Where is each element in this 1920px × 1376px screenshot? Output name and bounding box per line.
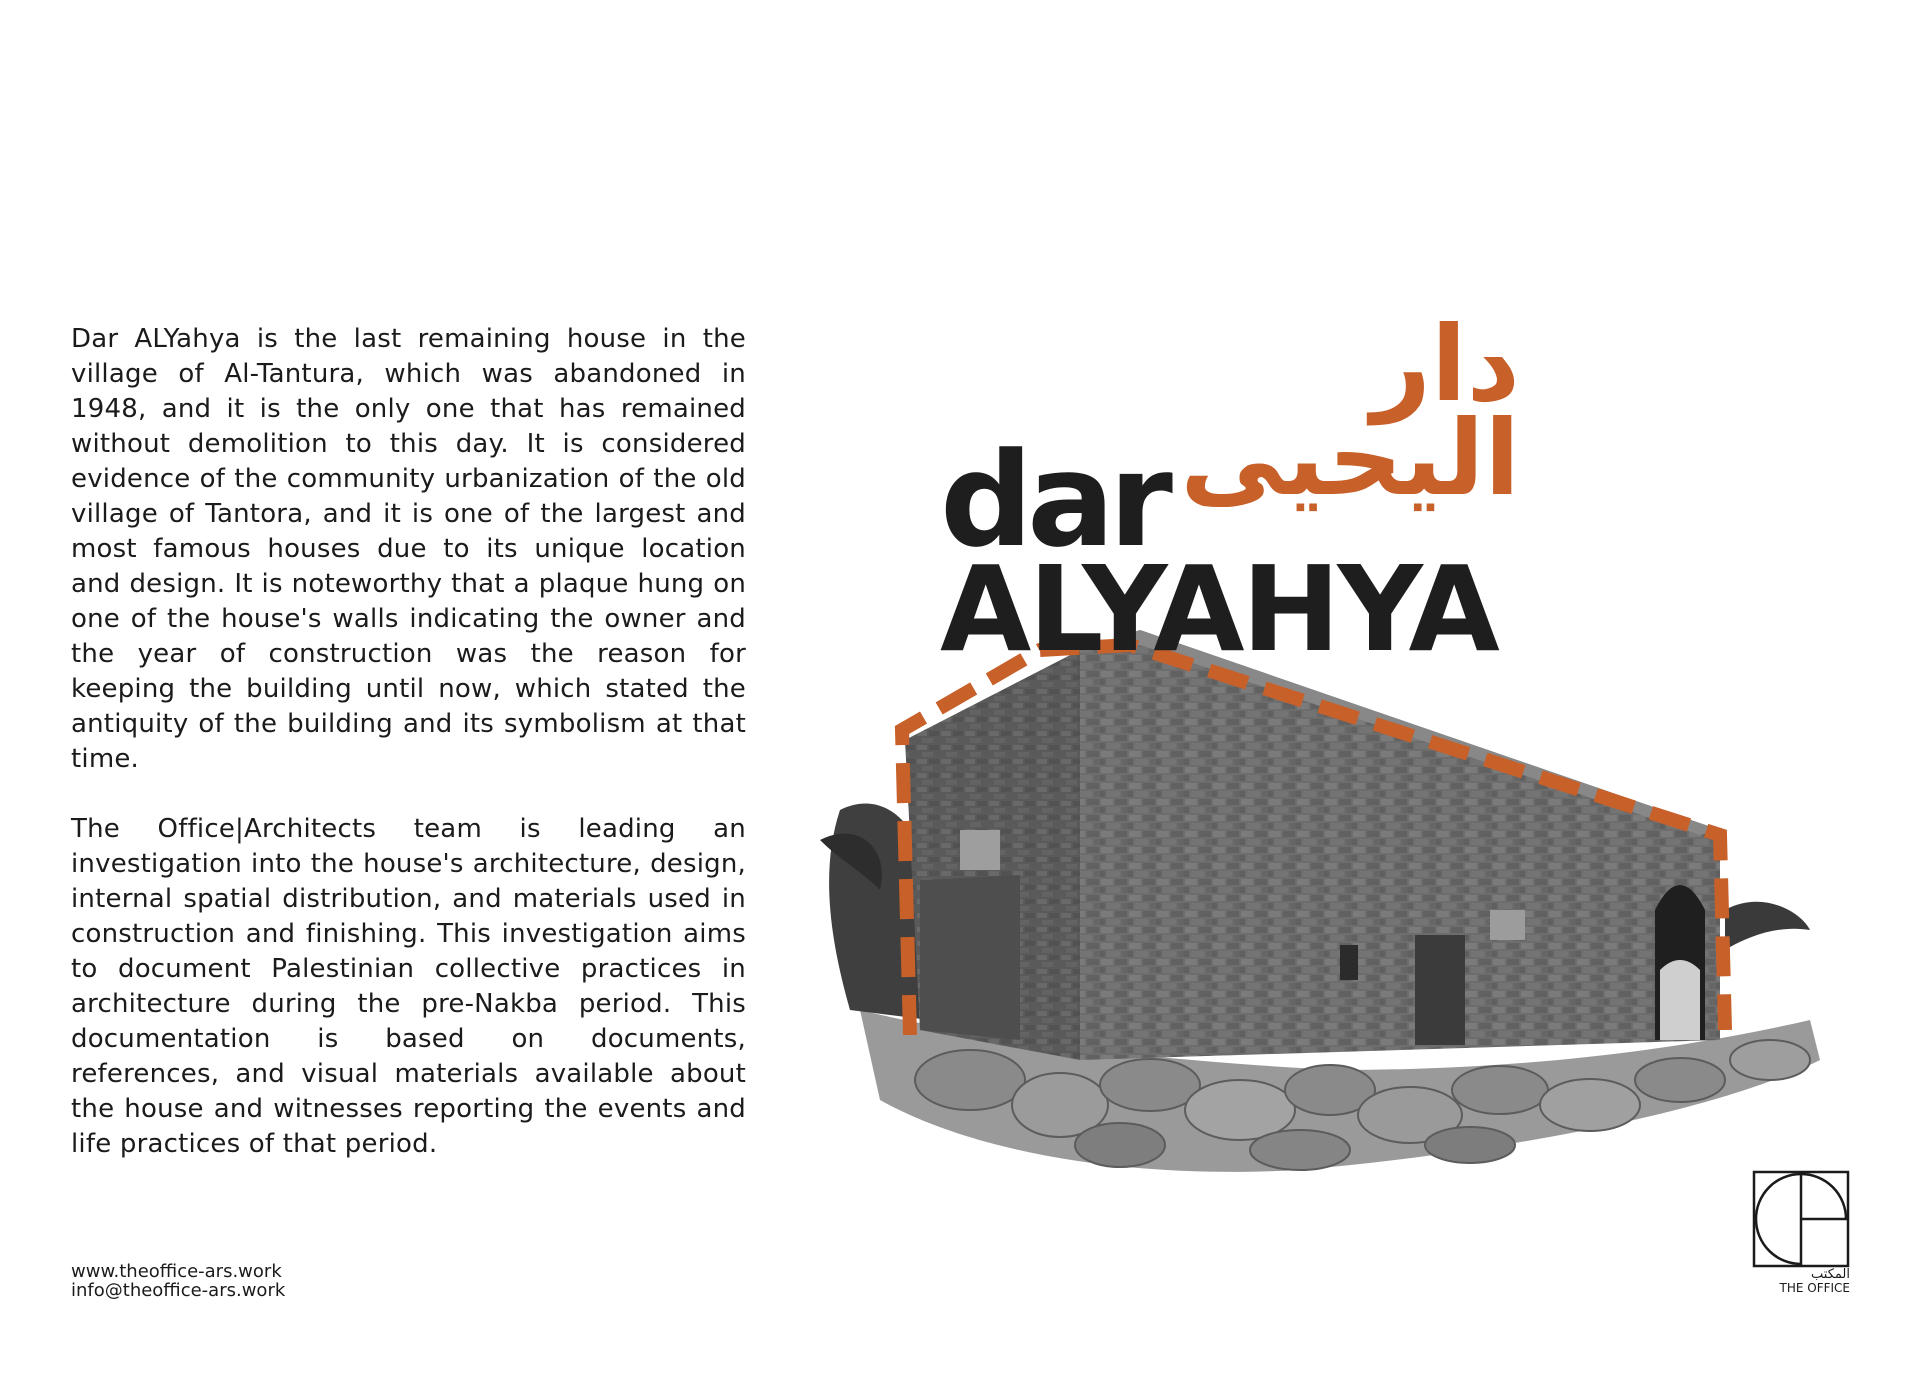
description-text [71,322,746,1197]
contact-info [71,1262,285,1300]
title-dar: dar [940,424,1167,576]
description-paragraph-1: Dar ALYahya is the last remaining house in the village of Al-Tantura, which was abandoned in 1948, and it is the only one that has remained without demolition to this day. It is considered evidence of the community urbanization of the old village of Tantora, and it is one of the largest and most famous houses due to its unique location and design. It is noteworthy that a plaque hung on one of the house's walls indicating the owner and the year of construction was the reason for keeping the building until now, which stated the antiquity of the building and its symbolism at that time. [71,324,746,774]
building-window [1340,945,1358,980]
the-office-logo-icon [1752,1170,1850,1268]
title-arabic-line1: دار [1371,303,1520,425]
title-alyahya: ALYAHYA [940,540,1497,678]
logo-arabic-text: المكتب [1811,1267,1850,1282]
website-link[interactable]: www.theoffice-ars.work [71,1261,282,1282]
the-office-logo [1752,1170,1858,1295]
logo-english-text: THE OFFICE [1779,1281,1850,1295]
building-door [1415,935,1465,1045]
title-arabic [1180,303,1520,519]
building-photo [820,590,1850,1190]
email-link[interactable]: info@theoffice-ars.work [71,1280,286,1301]
description-paragraph-2: The Office|Architects team is leading an investigation into the house's architecture, design, internal spatial distribution, and materials used in construction and finishing. This investigation aims to document Palestinian collective practices in architecture during the pre-Nakba period. This documentation is based on documents, references, and visual materials available about the house and witnesses reporting the events and life practices of that period. [71,814,746,1159]
title-arabic-line2: اليحيى [1180,396,1520,519]
plaque-right [1490,910,1525,940]
building-main-facade [1080,630,1720,1060]
plaque-left [960,830,1000,870]
